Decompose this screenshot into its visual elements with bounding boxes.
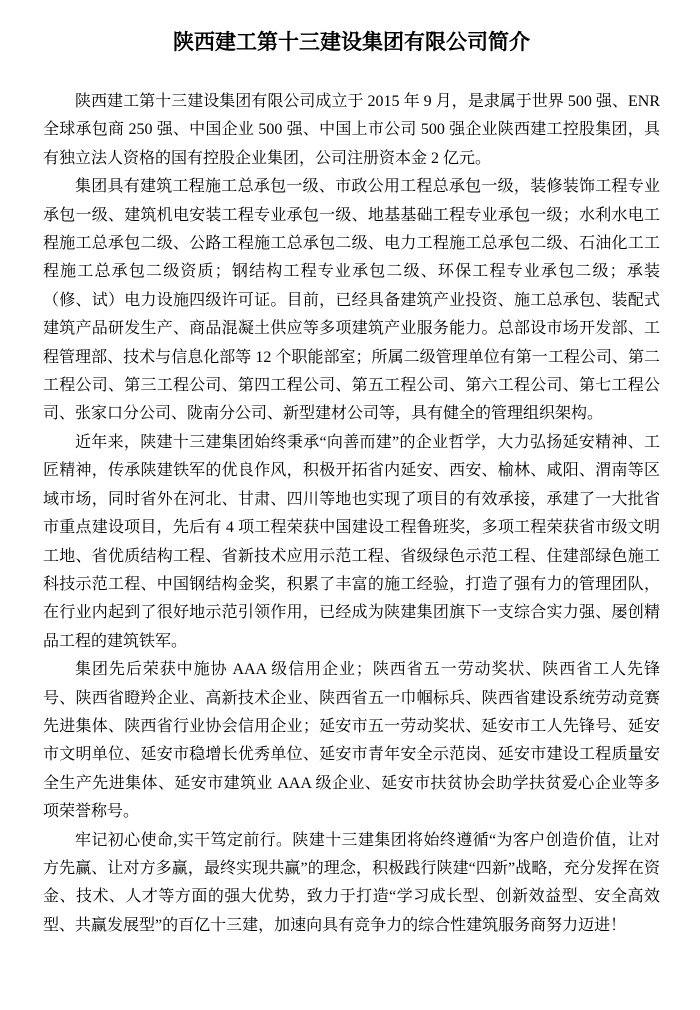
document-body bbox=[43, 88, 660, 940]
paragraph-company-overview: 陕西建工第十三建设集团有限公司成立于 2015 年 9 月，是隶属于世界 500 强、ENR 全球承包商 250 强、中国企业 500 强、中国上市公司 500 强企业陕西建工控股集团，具有独立法人资格的国有控股企业集团，公司注册资本金 2 亿元。 bbox=[43, 93, 660, 167]
document-title: 陕西建工第十三建设集团有限公司简介 bbox=[173, 31, 530, 54]
paragraph-mission: 牢记初心使命,实干笃定前行。陕建十三建集团将始终遵循“为客户创造价值，让对方先赢、让对方多赢，最终实现共赢”的理念，积极践行陕建“四新”战略，充分发挥在资金、技术、人才等方面的强大优势，致力于打造“学习成长型、创新效益型、安全高效型、共赢发展型”的百亿十三建，加速向具有竞争力的综合性建筑服务商努力迈进！ bbox=[43, 831, 660, 934]
paragraph-qualifications: 集团具有建筑工程施工总承包一级、市政公用工程总承包一级，装修装饰工程专业承包一级、建筑机电安装工程专业承包一级、地基基础工程专业承包一级；水利水电工程施工总承包二级、公路工程施工总承包二级、电力工程施工总承包二级、石油化工工程施工总承包二级资质；钢结构工程专业承包二级、环保工程专业承包二级；承装（修、试）电力设施四级许可证。目前，已经具备建筑产业投资、施工总承包、装配式建筑产品研发生产、商品混凝土供应等多项建筑产业服务能力。总部设市场开发部、工程管理部、技术与信息化部等 12 个职能部室；所属二级管理单位有第一工程公司、第二工程公司、第三工程公司、第四工程公司、第五工程公司、第六工程公司、第七工程公司、张家口分公司、陇南分公司、新型建材公司等，具有健全的管理组织架构。 bbox=[43, 178, 660, 423]
paragraph-honors: 集团先后荣获中施协 AAA 级信用企业；陕西省五一劳动奖状、陕西省工人先锋号、陕西省瞪羚企业、高新技术企业、陕西省五一巾帼标兵、陕西省建设系统劳动竞赛先进集体、陕西省行业协会信用企业；延安市五一劳动奖状、延安市工人先锋号、延安市文明单位、延安市稳增长优秀单位、延安市青年安全示范岗、延安市建设工程质量安全生产先进集体、延安市建筑业 AAA 级企业、延安市扶贫协会助学扶贫爱心企业等多项荣誉称号。 bbox=[43, 661, 660, 821]
paragraph-recent-achievements: 近年来，陕建十三建集团始终秉承“向善而建”的企业哲学，大力弘扬延安精神、工匠精神，传承陕建铁军的优良作风，积极开拓省内延安、西安、榆林、咸阳、渭南等区域市场，同时省外在河北、甘肃、四川等地也实现了项目的有效承接，承建了一大批省市重点建设项目，先后有 4 项工程荣获中国建设工程鲁班奖，多项工程荣获省市级文明工地、省优质结构工程、省新技术应用示范工程、省级绿色示范工程、住建部绿色施工科技示范工程、中国钢结构金奖，积累了丰富的施工经验，打造了强有力的管理团队，在行业内起到了很好地示范引领作用，已经成为陕建集团旗下一支综合实力强、屡创精品工程的建筑铁军。 bbox=[43, 433, 660, 650]
